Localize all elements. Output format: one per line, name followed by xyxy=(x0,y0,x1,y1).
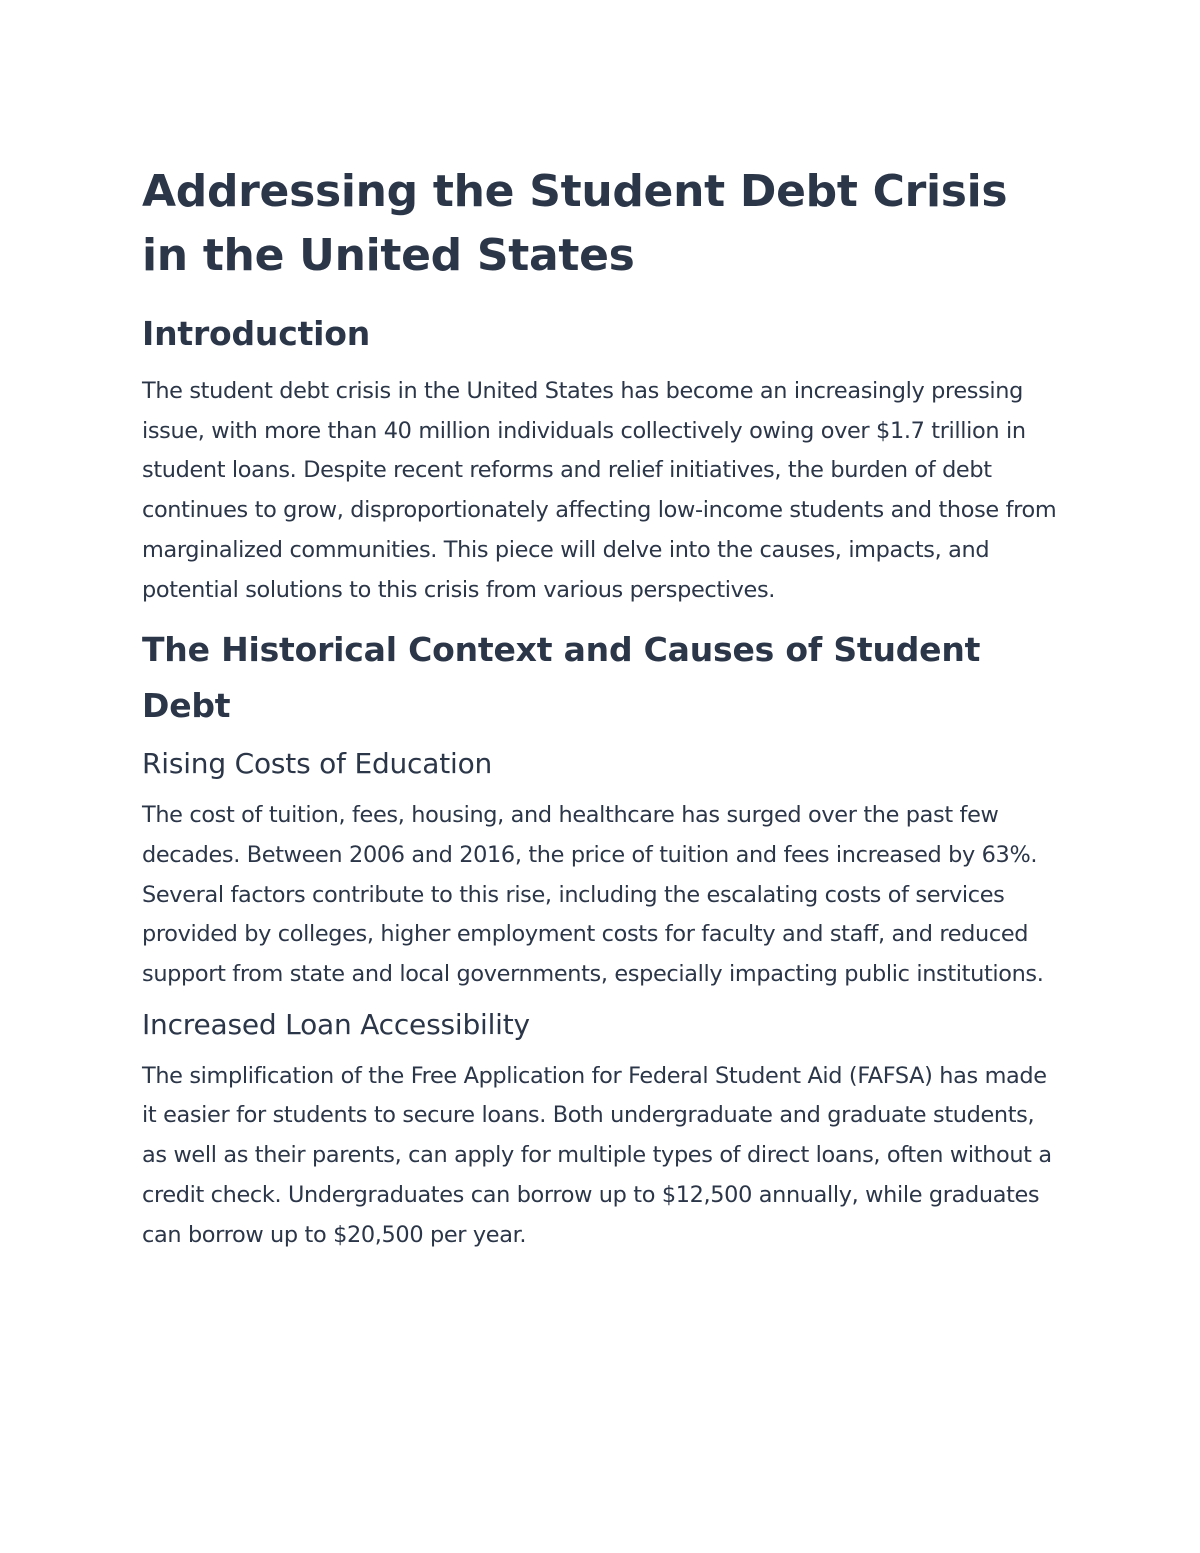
subsection-heading-rising-costs: Rising Costs of Education xyxy=(142,747,493,781)
document-page xyxy=(142,160,1057,1265)
subsection-heading-loan-accessibility: Increased Loan Accessibility xyxy=(142,1007,530,1041)
introduction-paragraph: The student debt crisis in the United States has become an increasingly pressing issue, with more than 40 million individuals collectively owing over $1.7 trillion in student loans. Despite recent reforms and relief initiatives, the burden of debt continues to grow, disproportionately affecting low-income students and those from marginalized communities. This piece will delve into the causes, impacts, and potential solutions to this crisis from various perspectives. xyxy=(142,378,1057,603)
section-heading-historical-context: The Historical Context and Causes of Student Debt xyxy=(142,630,981,726)
section-heading-introduction: Introduction xyxy=(142,314,371,353)
rising-costs-paragraph: The cost of tuition, fees, housing, and healthcare has surged over the past few decades. Between 2006 and 2016, the price of tuition and fees increased by 63%. Several factors contribute to this rise, including the escalating costs of services provided by colleges, higher employment costs for faculty and staff, and reduced support from state and local governments, especially impacting public institutions. xyxy=(142,802,1044,988)
document-title: Addressing the Student Debt Crisis in the United States xyxy=(142,166,1008,281)
loan-accessibility-paragraph: The simplification of the Free Application for Federal Student Aid (FAFSA) has made it easier for students to secure loans. Both undergraduate and graduate students, as well as their parents, can apply for multiple types of direct loans, often without a credit check. Undergraduates can borrow up to $12,500 annually, while graduates can borrow up to $20,500 per year. xyxy=(142,1062,1052,1248)
